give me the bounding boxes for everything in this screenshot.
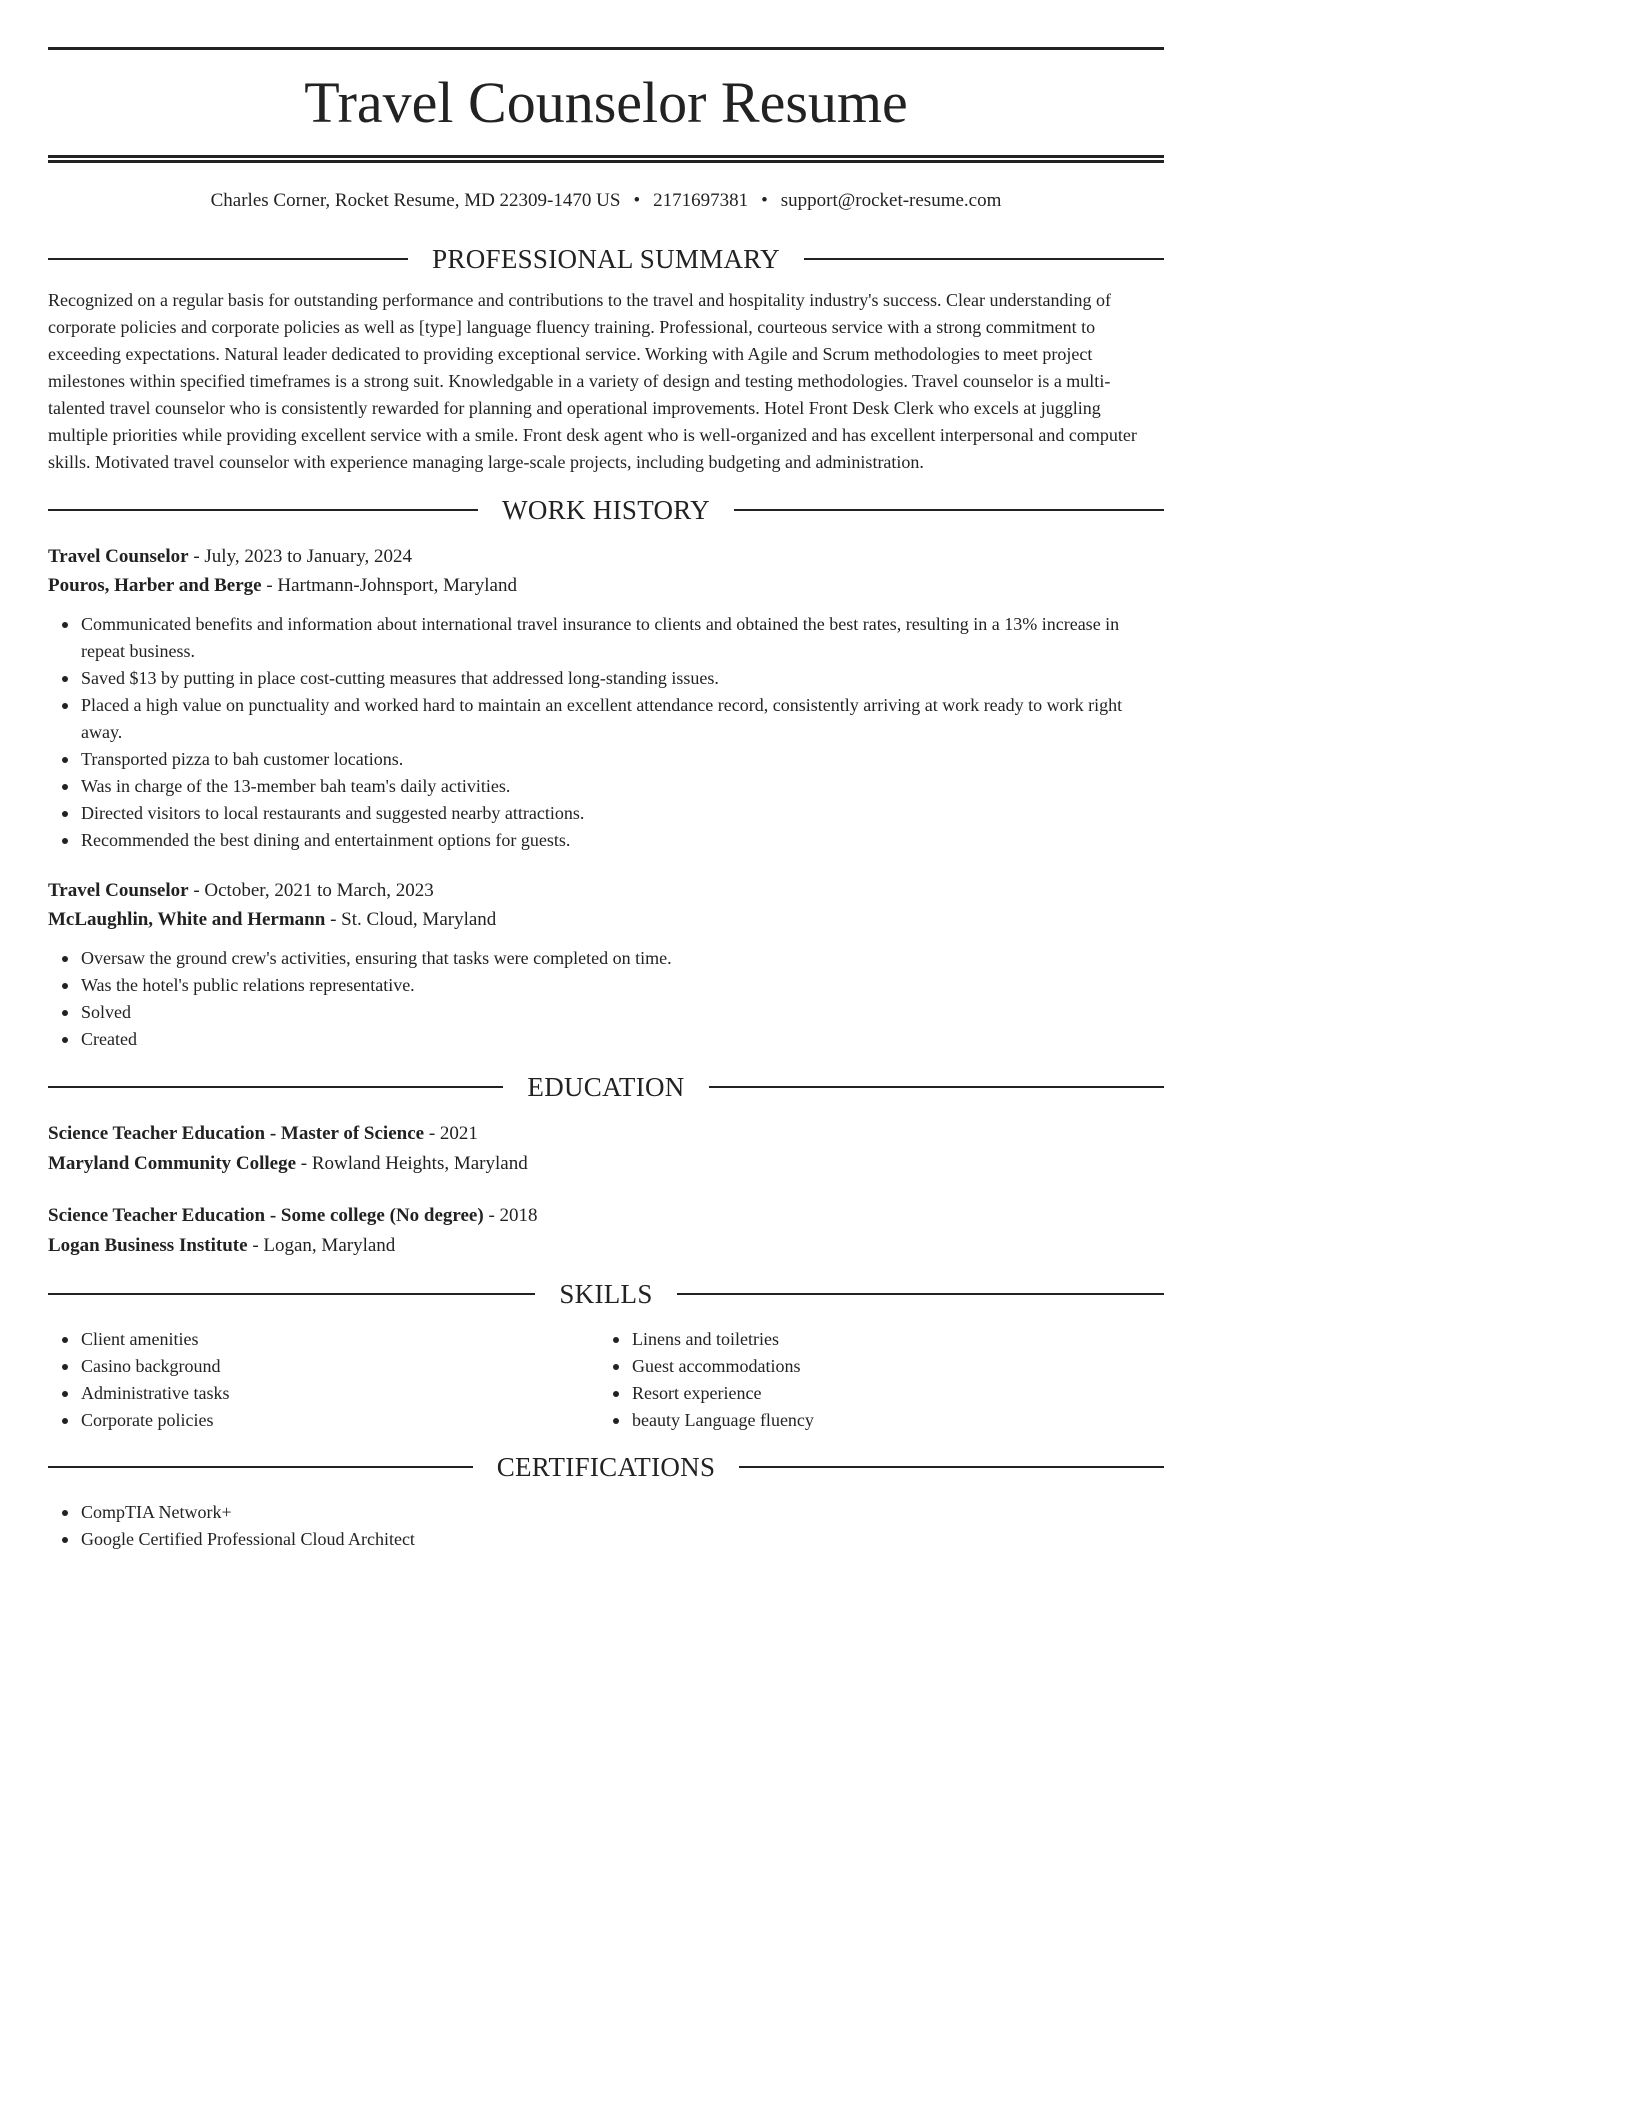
skill-item: Administrative tasks xyxy=(81,1380,599,1407)
job-company-line xyxy=(48,572,1164,601)
job-dates: - October, 2021 to March, 2023 xyxy=(188,880,434,901)
contact-address: Charles Corner, Rocket Resume, MD 22309-1470 US xyxy=(210,190,621,211)
title-bottom-double-rule xyxy=(48,155,1164,163)
skills-grid xyxy=(48,1326,1164,1434)
job-bullet: Was the hotel's public relations representative. xyxy=(81,972,1164,999)
section-rule xyxy=(709,1086,1164,1088)
education-degree: Science Teacher Education - Some college (No degree) xyxy=(48,1205,484,1226)
job-location: - St. Cloud, Maryland xyxy=(325,908,497,930)
education-school: Maryland Community College xyxy=(48,1153,297,1174)
section-header-education xyxy=(48,1069,1164,1105)
job-bullet: Was in charge of the 13-member bah team's daily activities. xyxy=(81,773,1164,800)
section-title-summary: PROFESSIONAL SUMMARY xyxy=(432,243,780,274)
skill-item: Corporate policies xyxy=(81,1407,599,1434)
section-rule xyxy=(804,258,1164,260)
job-location: - Hartmann-Johnsport, Maryland xyxy=(261,574,517,596)
section-rule xyxy=(48,258,408,260)
job-company: McLaughlin, White and Hermann xyxy=(48,908,326,930)
education-degree: Science Teacher Education - Master of Science xyxy=(48,1123,425,1144)
job-title: Travel Counselor xyxy=(48,880,189,901)
resume-page xyxy=(48,0,1164,1553)
job-bullet: Created xyxy=(81,1026,1164,1053)
job-bullets xyxy=(48,945,1164,1053)
skill-item: Casino background xyxy=(81,1353,599,1380)
title-top-rule xyxy=(48,47,1164,50)
education-school-line xyxy=(48,1231,1164,1261)
section-rule xyxy=(739,1466,1164,1468)
job-bullet: Communicated benefits and information about international travel insurance to clients and obtained the best rates, resulting in a 13% increase in repeat business. xyxy=(81,611,1164,665)
skills-list xyxy=(48,1326,599,1434)
job-company-line xyxy=(48,906,1164,935)
education-school-line xyxy=(48,1149,1164,1179)
education-school: Logan Business Institute xyxy=(48,1235,248,1256)
section-rule xyxy=(48,1086,503,1088)
education-year: - 2018 xyxy=(483,1205,538,1226)
job-bullet: Saved $13 by putting in place cost-cutting measures that addressed long-standing issues. xyxy=(81,665,1164,692)
skill-item: Guest accommodations xyxy=(632,1353,1150,1380)
section-title-skills: SKILLS xyxy=(559,1278,653,1309)
section-header-skills xyxy=(48,1276,1164,1312)
contact-phone: 2171697381 xyxy=(653,190,749,211)
contact-separator: • xyxy=(761,190,768,211)
job-bullets xyxy=(48,611,1164,854)
section-header-certifications xyxy=(48,1449,1164,1485)
skill-item: Client amenities xyxy=(81,1326,599,1353)
section-header-summary xyxy=(48,241,1164,277)
job-bullet: Solved xyxy=(81,999,1164,1026)
job-company: Pouros, Harber and Berge xyxy=(48,574,262,596)
skills-column-right xyxy=(599,1326,1150,1434)
job-bullet: Oversaw the ground crew's activities, ensuring that tasks were completed on time. xyxy=(81,945,1164,972)
resume-title: Travel Counselor Resume xyxy=(304,70,908,135)
job-title-line xyxy=(48,543,1164,572)
job-entry xyxy=(48,877,1164,1053)
summary-paragraph: Recognized on a regular basis for outstanding performance and contributions to the travel and hospitality industry's success. Clear understanding of corporate policies and corporate policies as well as [type] language fluency training. Professional, courteous service with a strong commitment to exceeding expectations. Natural leader dedicated to providing exceptional service. Working with Agile and Scrum methodologies to meet project milestones within specified timeframes is a strong suit. Knowledgable in a variety of design and testing methodologies. Travel counselor is a multi-talented travel counselor who is consistently rewarded for planning and operational improvements. Hotel Front Desk Clerk who excels at juggling multiple priorities while providing excellent service with a smile. Front desk agent who is well-organized and has excellent interpersonal and computer skills. Motivated travel counselor with experience managing large-scale projects, including budgeting and administration. xyxy=(48,290,1137,472)
section-rule xyxy=(734,509,1164,511)
section-title-work-history: WORK HISTORY xyxy=(502,494,710,525)
education-location: - Rowland Heights, Maryland xyxy=(296,1153,528,1174)
job-title: Travel Counselor xyxy=(48,546,189,567)
job-bullet: Transported pizza to bah customer locations. xyxy=(81,746,1164,773)
section-rule xyxy=(48,1466,473,1468)
skill-item: beauty Language fluency xyxy=(632,1407,1150,1434)
skill-item: Resort experience xyxy=(632,1380,1150,1407)
contact-line xyxy=(48,189,1164,213)
job-bullet: Placed a high value on punctuality and worked hard to maintain an excellent attendance record, consistently arriving at work ready to work right away. xyxy=(81,692,1164,746)
job-entry xyxy=(48,543,1164,854)
education-entry xyxy=(48,1201,1164,1261)
job-title-line xyxy=(48,877,1164,906)
education-location: - Logan, Maryland xyxy=(247,1235,396,1256)
education-degree-line xyxy=(48,1201,1164,1231)
skills-list xyxy=(599,1326,1150,1434)
education-entry xyxy=(48,1119,1164,1179)
certification-item: Google Certified Professional Cloud Architect xyxy=(81,1526,1164,1553)
job-bullet: Recommended the best dining and entertainment options for guests. xyxy=(81,827,1164,854)
section-header-work-history xyxy=(48,492,1164,528)
job-dates: - July, 2023 to January, 2024 xyxy=(188,546,412,567)
certifications-list xyxy=(48,1499,1164,1553)
contact-separator: • xyxy=(633,190,641,211)
section-rule xyxy=(48,509,478,511)
education-year: - 2021 xyxy=(424,1123,478,1144)
education-degree-line xyxy=(48,1119,1164,1149)
section-rule xyxy=(677,1293,1164,1295)
section-title-certifications: CERTIFICATIONS xyxy=(496,1451,716,1482)
section-rule xyxy=(48,1293,535,1295)
section-title-education: EDUCATION xyxy=(527,1071,685,1102)
certification-item: CompTIA Network+ xyxy=(81,1499,1164,1526)
skill-item: Linens and toiletries xyxy=(632,1326,1150,1353)
contact-email: support@rocket-resume.com xyxy=(780,190,1002,211)
job-bullet: Directed visitors to local restaurants and suggested nearby attractions. xyxy=(81,800,1164,827)
skills-column-left xyxy=(48,1326,599,1434)
